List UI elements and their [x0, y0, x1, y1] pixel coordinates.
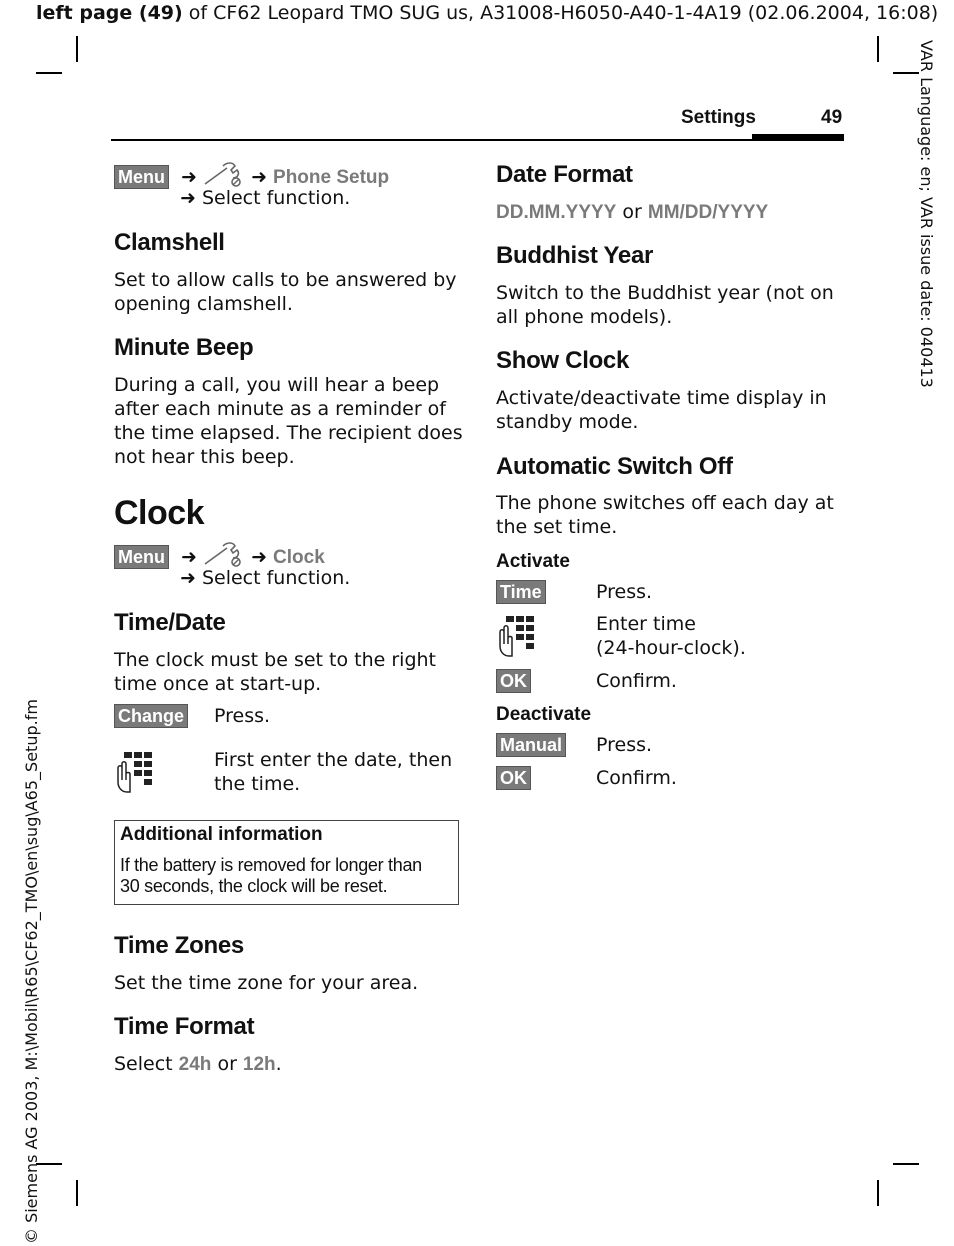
text-line: During a call, you will hear a beep	[114, 374, 440, 396]
print-info-page: left page (49)	[36, 2, 183, 24]
text-line: the set time.	[496, 516, 618, 538]
heading-date-format: Date Format	[496, 161, 633, 188]
menu-target: Clock	[273, 547, 325, 568]
ok-step	[496, 669, 531, 693]
settings-wrench-icon	[203, 162, 245, 188]
text-line: after each minute as a reminder of	[114, 398, 446, 420]
crop-mark	[76, 1180, 78, 1206]
keypad-icon	[114, 750, 156, 794]
heading-clock: Clock	[114, 494, 205, 532]
change-softkey[interactable]: Change	[114, 704, 188, 728]
print-info-line	[36, 2, 938, 24]
option-mm-dd-yyyy: MM/DD/YYYY	[647, 202, 769, 223]
select-function-text: Select function.	[201, 567, 351, 589]
option-dd-mm-yyyy: DD.MM.YYYY	[496, 202, 617, 223]
arrow-icon: ➜	[181, 166, 197, 188]
confirm-text: Confirm.	[596, 767, 677, 789]
text-line: not hear this beep.	[114, 446, 295, 468]
crop-mark	[877, 36, 879, 62]
text-line: opening clamshell.	[114, 293, 293, 315]
header-section: Settings	[681, 107, 756, 128]
text-part: .	[275, 1053, 282, 1075]
select-function-text: Select function.	[201, 187, 351, 209]
label-activate: Activate	[496, 551, 570, 572]
manual-step	[496, 733, 566, 757]
auto-switch-off-text	[496, 491, 834, 539]
text-line: If the battery is removed for longer than	[120, 855, 422, 875]
heading-time-date: Time/Date	[114, 609, 226, 636]
show-clock-text	[496, 386, 827, 434]
crop-mark	[877, 1180, 879, 1206]
menu-softkey[interactable]: Menu	[114, 165, 169, 189]
text-part: Select	[114, 1053, 179, 1075]
text-part: or	[616, 201, 648, 223]
clamshell-text	[114, 268, 457, 316]
heading-buddhist-year: Buddhist Year	[496, 242, 654, 269]
ok-softkey[interactable]: OK	[496, 766, 531, 790]
menu-path-clock	[114, 542, 325, 569]
page-number: 49	[821, 107, 843, 128]
heading-show-clock: Show Clock	[496, 347, 630, 374]
text-part: or	[211, 1053, 243, 1075]
time-step	[496, 580, 546, 604]
heading-clamshell: Clamshell	[114, 229, 225, 256]
text-line: all phone models).	[496, 306, 673, 328]
ok-step	[496, 766, 531, 790]
keypad-icon	[496, 614, 538, 658]
menu-softkey[interactable]: Menu	[114, 545, 169, 569]
time-softkey[interactable]: Time	[496, 580, 546, 604]
change-step	[114, 704, 188, 728]
text-line: The phone switches off each day at	[496, 492, 834, 514]
enter-date-text	[214, 748, 452, 796]
label-deactivate: Deactivate	[496, 704, 592, 725]
text-line: The clock must be set to the right	[114, 649, 436, 671]
text-line: the time elapsed. The recipient does	[114, 422, 463, 444]
select-function-line	[180, 567, 350, 589]
manual-softkey[interactable]: Manual	[496, 733, 566, 757]
text-line: 30 seconds, the clock will be reset.	[120, 876, 388, 896]
arrow-icon: ➜	[251, 546, 267, 568]
print-info-details: of CF62 Leopard TMO SUG us, A31008-H6050-A40-1-4A19 (02.06.2004, 16:08)	[182, 2, 939, 24]
ok-softkey[interactable]: OK	[496, 669, 531, 693]
text-line: standby mode.	[496, 411, 639, 433]
time-zones-text: Set the time zone for your area.	[114, 972, 419, 994]
info-title: Additional information	[120, 824, 323, 845]
menu-path-phone-setup	[114, 162, 389, 189]
crop-mark	[893, 72, 919, 74]
text-line: (24-hour-clock).	[596, 637, 746, 659]
info-text	[120, 855, 450, 897]
option-24h: 24h	[178, 1054, 212, 1075]
press-text: Press.	[214, 705, 271, 727]
arrow-icon: ➜	[181, 546, 197, 568]
menu-target: Phone Setup	[273, 167, 390, 188]
text-line: Enter time	[596, 613, 696, 635]
text-line: Set to allow calls to be answered by	[114, 269, 457, 291]
heading-time-format: Time Format	[114, 1013, 255, 1040]
text-line: the time.	[214, 773, 301, 795]
crop-mark	[76, 36, 78, 62]
press-text: Press.	[596, 734, 653, 756]
confirm-text: Confirm.	[596, 670, 677, 692]
side-text-left: © Siemens AG 2003, M:\Mobil\R65\CF62_TMO\en\sug\A65_Setup.fm	[22, 699, 41, 1244]
text-line: First enter the date, then	[214, 749, 453, 771]
option-12h: 12h	[242, 1054, 276, 1075]
heading-minute-beep: Minute Beep	[114, 334, 254, 361]
buddhist-year-text	[496, 281, 834, 329]
arrow-icon: ➜	[180, 187, 196, 209]
settings-wrench-icon	[203, 542, 245, 568]
press-text: Press.	[596, 581, 653, 603]
header-tab	[752, 134, 844, 141]
crop-mark	[36, 72, 62, 74]
time-date-text	[114, 648, 436, 696]
select-function-line	[180, 187, 350, 209]
minute-beep-text	[114, 373, 463, 469]
text-line: Activate/deactivate time display in	[496, 387, 827, 409]
additional-info-box	[114, 820, 459, 905]
heading-time-zones: Time Zones	[114, 932, 244, 959]
enter-time-text	[596, 612, 746, 660]
heading-automatic-switch-off: Automatic Switch Off	[496, 453, 733, 480]
date-format-options	[496, 200, 768, 225]
header-rule	[111, 139, 844, 141]
arrow-icon: ➜	[180, 567, 196, 589]
side-text-right: VAR Language: en; VAR issue date: 040413	[917, 40, 936, 388]
crop-mark	[893, 1163, 919, 1165]
text-line: Switch to the Buddhist year (not on	[496, 282, 834, 304]
arrow-icon: ➜	[251, 166, 267, 188]
time-format-text	[114, 1052, 282, 1077]
text-line: time once at start-up.	[114, 673, 322, 695]
